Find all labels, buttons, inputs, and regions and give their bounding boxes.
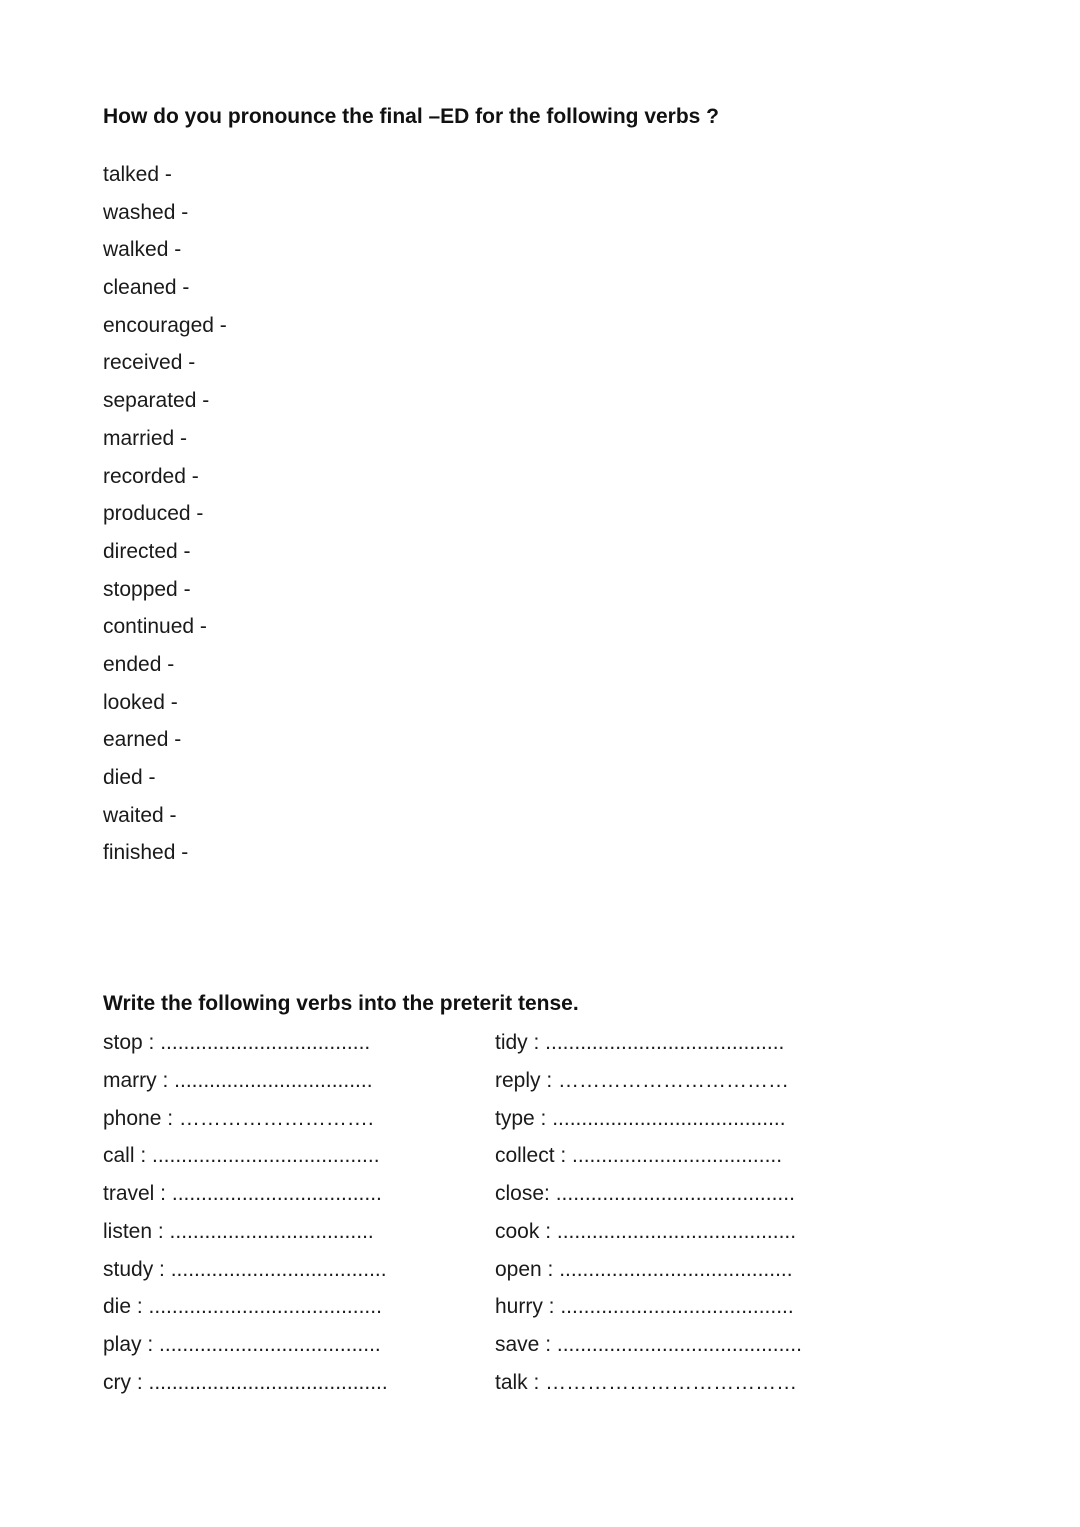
verb-item: ended -: [103, 652, 175, 676]
preterit-right-column: [495, 1030, 802, 1408]
verb-item: waited -: [103, 803, 177, 827]
preterit-exercise-item: collect : ....................................: [495, 1144, 783, 1168]
preterit-exercise-item: phone : ……………………….: [103, 1106, 374, 1130]
preterit-exercise-item: save : ..........................................: [495, 1333, 802, 1356]
preterit-exercise-item: reply : ……………………………: [495, 1068, 790, 1092]
verb-item: recorded -: [103, 464, 199, 488]
verb-item: stopped -: [103, 577, 191, 601]
verb-item: earned -: [103, 728, 182, 752]
preterit-exercise-item: study : .....................................: [103, 1257, 387, 1281]
verb-list: [103, 162, 227, 878]
verb-item: encouraged -: [103, 313, 227, 337]
verb-item: separated -: [103, 389, 210, 413]
preterit-exercise-item: close: .........................................: [495, 1182, 795, 1205]
preterit-exercise-item: talk : ………………………………: [495, 1370, 798, 1394]
verb-item: married -: [103, 426, 188, 450]
preterit-exercise-item: marry : ..................................: [103, 1068, 373, 1092]
verb-item: produced -: [103, 502, 204, 526]
verb-item: directed -: [103, 539, 191, 563]
pronunciation-heading: How do you pronounce the final –ED for the following verbs ?: [103, 105, 720, 128]
verb-item: looked -: [103, 690, 178, 714]
preterit-exercise-item: type : ........................................: [495, 1106, 786, 1130]
verb-item: talked -: [103, 163, 172, 186]
verb-item: received -: [103, 351, 196, 375]
verb-item: walked -: [103, 238, 182, 262]
preterit-exercise-item: tidy : .........................................: [495, 1031, 785, 1054]
preterit-exercise-item: travel : ....................................: [103, 1182, 382, 1205]
verb-item: cleaned -: [103, 276, 190, 300]
verb-item: continued -: [103, 615, 207, 639]
preterit-exercise-item: cry : .........................................: [103, 1370, 388, 1394]
preterit-exercise-item: cook : .........................................: [495, 1219, 797, 1243]
preterit-left-column: [103, 1030, 388, 1408]
preterit-exercise-item: listen : ...................................: [103, 1219, 374, 1243]
preterit-exercise-item: call : .......................................: [103, 1144, 380, 1168]
preterit-exercise-item: play : ......................................: [103, 1333, 381, 1356]
verb-item: washed -: [103, 200, 189, 224]
verb-item: died -: [103, 766, 156, 789]
preterit-exercise-item: hurry : ........................................: [495, 1295, 794, 1319]
preterit-exercise-item: die : ........................................: [103, 1295, 382, 1319]
verb-item: finished -: [103, 841, 189, 865]
preterit-exercise-item: open : ........................................: [495, 1257, 793, 1281]
preterit-exercise-item: stop : ....................................: [103, 1031, 371, 1054]
preterit-heading: Write the following verbs into the preterit tense.: [103, 992, 579, 1015]
